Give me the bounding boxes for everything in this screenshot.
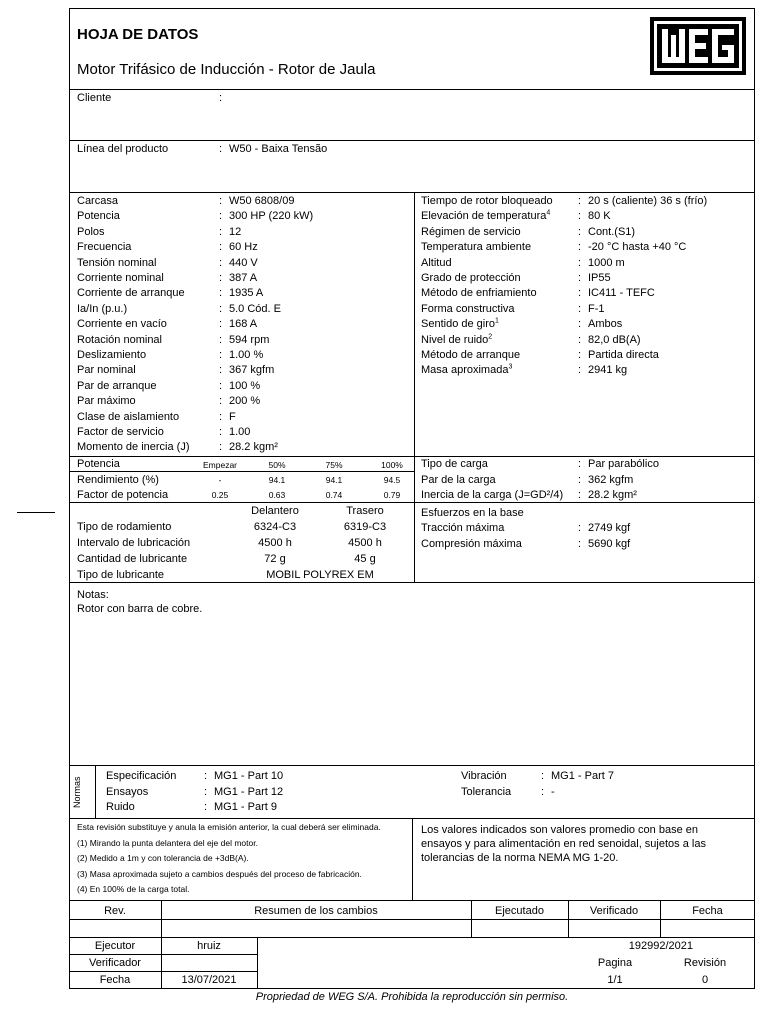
spec-value: 100 %: [229, 379, 261, 392]
standard-label: Tolerancia: [461, 785, 512, 798]
base-forces-title: Esfuerzos en la base: [421, 507, 524, 519]
load-value: 362 kgfm: [588, 473, 634, 486]
lubricant-label: Tipo de lubricante: [77, 569, 165, 581]
perf-header-100: 100%: [381, 460, 403, 470]
document-number: 192992/2021: [628, 940, 693, 952]
bearing-front: 4500 h: [258, 537, 292, 549]
perf-cell: 0.79: [383, 490, 401, 500]
spec-value: F-1: [588, 302, 605, 315]
spec-value: 1935 A: [229, 287, 264, 300]
perf-row-pf-label: Factor de potencia: [77, 489, 169, 501]
spec-label: Tiempo de rotor bloqueado: [421, 195, 553, 207]
spec-label: Carcasa: [77, 195, 118, 207]
perf-cell: 0.63: [268, 490, 286, 500]
spec-label: Rotación nominal: [77, 333, 162, 346]
standard-label: Especificación: [106, 770, 177, 782]
product-line-value: W50 - Baixa Tensão: [229, 143, 328, 155]
base-force-label: Compresión máxima: [421, 538, 522, 550]
date-label: Fecha: [99, 974, 131, 986]
executor-value: hruiz: [197, 940, 221, 952]
spec-value: Ambos: [588, 318, 623, 331]
load-value: Par parabólico: [588, 458, 659, 470]
footnote: (2) Medido a 1m y con tolerancia de +3dB(A).: [77, 853, 249, 863]
spec-label: Altitud: [421, 256, 452, 269]
footnote: (1) Mirando la punta delantera del eje del motor.: [77, 837, 258, 848]
spec-value: 1.00 %: [229, 349, 264, 361]
spec-value: 387 A: [229, 272, 258, 284]
spec-label: Método de enfriamiento: [421, 287, 537, 300]
bearing-rear: 45 g: [354, 553, 376, 565]
spec-value: 594 rpm: [229, 333, 270, 346]
spec-value: 80 K: [588, 210, 611, 223]
spec-label: Clase de aislamiento: [77, 410, 180, 423]
spec-label: Par de arranque: [77, 379, 157, 392]
spec-label: Frecuencia: [77, 241, 132, 254]
spec-label: Polos: [77, 225, 105, 238]
standard-value: -: [551, 785, 555, 798]
bearing-rear: 6319-C3: [343, 521, 387, 533]
lubricant-value: MOBIL POLYREX EM: [266, 569, 374, 581]
spec-value: 5.0 Cód. E: [229, 302, 281, 315]
spec-value: -20 °C hasta +40 °C: [588, 241, 687, 254]
rev-header-date: Fecha: [692, 905, 723, 917]
executor-label: Ejecutor: [94, 940, 136, 952]
spec-label: Sentido de giro$^1$: [421, 317, 499, 331]
standard-label: Ruido: [106, 801, 135, 813]
spec-label: Grado de protección: [421, 272, 521, 284]
base-force-label: Tracción máxima: [421, 522, 505, 534]
spec-value: 168 A: [229, 318, 258, 331]
perf-header-start: Empezar: [202, 460, 237, 470]
weg-logo: [650, 17, 746, 78]
load-value: 28.2 kgm²: [588, 489, 637, 501]
rev-header-verified: Verificado: [589, 905, 639, 917]
disclaimer-text: Los valores indicados son valores promedio con base en ensayos y para alimentación en red senoidal, sujetos a las tolerancias de la norma NEMA MG 1-20.: [421, 824, 706, 864]
standards-side-label: Normas: [72, 776, 82, 808]
bearing-header-rear: Trasero: [346, 505, 384, 517]
spec-value: 440 V: [229, 256, 258, 269]
spec-label: Tensión nominal: [77, 256, 157, 269]
bearing-label: Intervalo de lubricación: [77, 537, 191, 549]
spec-label: Par máximo: [77, 395, 136, 408]
spec-value: 28.2 kgm²: [229, 441, 278, 454]
spec-value: Cont.(S1): [588, 225, 636, 238]
rev-header-summary: Resumen de los cambios: [254, 905, 378, 917]
spec-value: 367 kgfm: [229, 364, 275, 377]
spec-value: 20 s (caliente) 36 s (frío): [588, 195, 708, 207]
spec-label: Forma constructiva: [421, 302, 515, 315]
spec-label: Momento de inercia (J): [77, 441, 190, 454]
perf-header-75: 75%: [325, 460, 343, 470]
revision-value: 0: [701, 974, 709, 986]
base-force-value: 5690 kgf: [588, 538, 631, 550]
notes-text: Rotor con barra de cobre.: [77, 603, 203, 615]
spec-label: Régimen de servicio: [421, 225, 521, 238]
load-label: Inercia de la carga (J=GD²/4): [421, 489, 564, 501]
perf-cell: 0.74: [325, 490, 343, 500]
spec-label: Deslizamiento: [77, 349, 147, 361]
spec-label: Par nominal: [77, 364, 136, 377]
spec-value: 12: [229, 225, 242, 238]
spec-label: Potencia: [77, 210, 120, 223]
perf-cell: -: [218, 475, 222, 485]
load-label: Par de la carga: [421, 473, 496, 486]
spec-value: 300 HP (220 kW): [229, 210, 314, 223]
perf-cell: 0.25: [211, 490, 229, 500]
spec-label: Ia/In (p.u.): [77, 302, 128, 315]
footer-copyright: Propriedad de WEG S/A. Prohibida la reproducción sin permiso.: [255, 991, 569, 1003]
spec-label: Nivel de ruido$^2$: [421, 332, 493, 346]
spec-value: IC411 - TEFC: [588, 287, 655, 300]
spec-value: W50 6808/09: [229, 195, 295, 207]
footnote: (3) Masa aproximada sujeto a cambios después del proceso de fabricación.: [77, 868, 362, 879]
bearing-header-front: Delantero: [251, 505, 299, 517]
standard-value: MG1 - Part 12: [214, 785, 284, 798]
perf-cell: 94.1: [325, 475, 343, 485]
standard-label: Ensayos: [106, 785, 149, 798]
notes-label: Notas:: [77, 589, 109, 601]
perf-cell: 94.1: [268, 475, 286, 485]
bearing-front: 72 g: [264, 553, 286, 565]
spec-label: Elevación de temperatura$^4$: [421, 209, 551, 223]
rev-header-executed: Ejecutado: [495, 905, 544, 917]
spec-value: 2941 kg: [588, 364, 628, 377]
base-force-value: 2749 kgf: [588, 522, 631, 534]
spec-label: Método de arranque: [421, 349, 521, 361]
client-label: Cliente: [77, 92, 112, 104]
spec-label: Factor de servicio: [77, 426, 164, 438]
standard-value: MG1 - Part 10: [214, 770, 284, 782]
standard-value: MG1 - Part 9: [214, 801, 277, 813]
spec-value: 200 %: [229, 395, 261, 408]
page-subtitle: Motor Trifásico de Inducción - Rotor de Jaula: [77, 61, 376, 78]
verifier-label: Verificador: [89, 957, 141, 969]
footnote: (4) En 100% de la carga total.: [77, 884, 190, 894]
spec-value: 1.00: [229, 426, 251, 438]
spec-label: Temperatura ambiente: [421, 241, 532, 254]
spec-value: Partida directa: [588, 349, 659, 361]
date-value: 13/07/2021: [181, 974, 237, 986]
bearing-label: Tipo de rodamiento: [77, 521, 172, 533]
spec-label: Corriente nominal: [77, 272, 164, 284]
standard-value: MG1 - Part 7: [551, 770, 614, 782]
standard-label: Vibración: [461, 770, 507, 782]
footnote: Esta revisión substituye y anula la emisión anterior, la cual deberá ser eliminada.: [77, 822, 381, 832]
spec-value: 82,0 dB(A): [588, 333, 641, 346]
perf-row-efficiency-label: Rendimiento (%): [77, 474, 159, 486]
bearing-label: Cantidad de lubricante: [77, 553, 188, 565]
spec-value: IP55: [588, 272, 611, 284]
spec-label: Corriente en vacío: [77, 318, 167, 331]
spec-value: 60 Hz: [229, 241, 258, 254]
page-value: 1/1: [607, 974, 623, 986]
product-line-label: Línea del producto: [77, 143, 169, 155]
page-title: HOJA DE DATOS: [77, 26, 199, 43]
revision-label: Revisión: [683, 957, 727, 969]
spec-value: F: [229, 410, 236, 423]
load-label: Tipo de carga: [421, 458, 488, 470]
rev-header-rev: Rev.: [104, 905, 126, 917]
perf-header-50: 50%: [268, 460, 286, 470]
bearing-rear: 4500 h: [348, 537, 382, 549]
spec-label: Masa aproximada$^3$: [421, 363, 513, 377]
spec-value: 1000 m: [588, 256, 625, 269]
perf-header-label: Potencia: [77, 458, 120, 470]
bearing-front: 6324-C3: [253, 521, 297, 533]
spec-label: Corriente de arranque: [77, 287, 185, 300]
perf-cell: 94.5: [383, 475, 401, 485]
page-label: Pagina: [597, 957, 633, 969]
